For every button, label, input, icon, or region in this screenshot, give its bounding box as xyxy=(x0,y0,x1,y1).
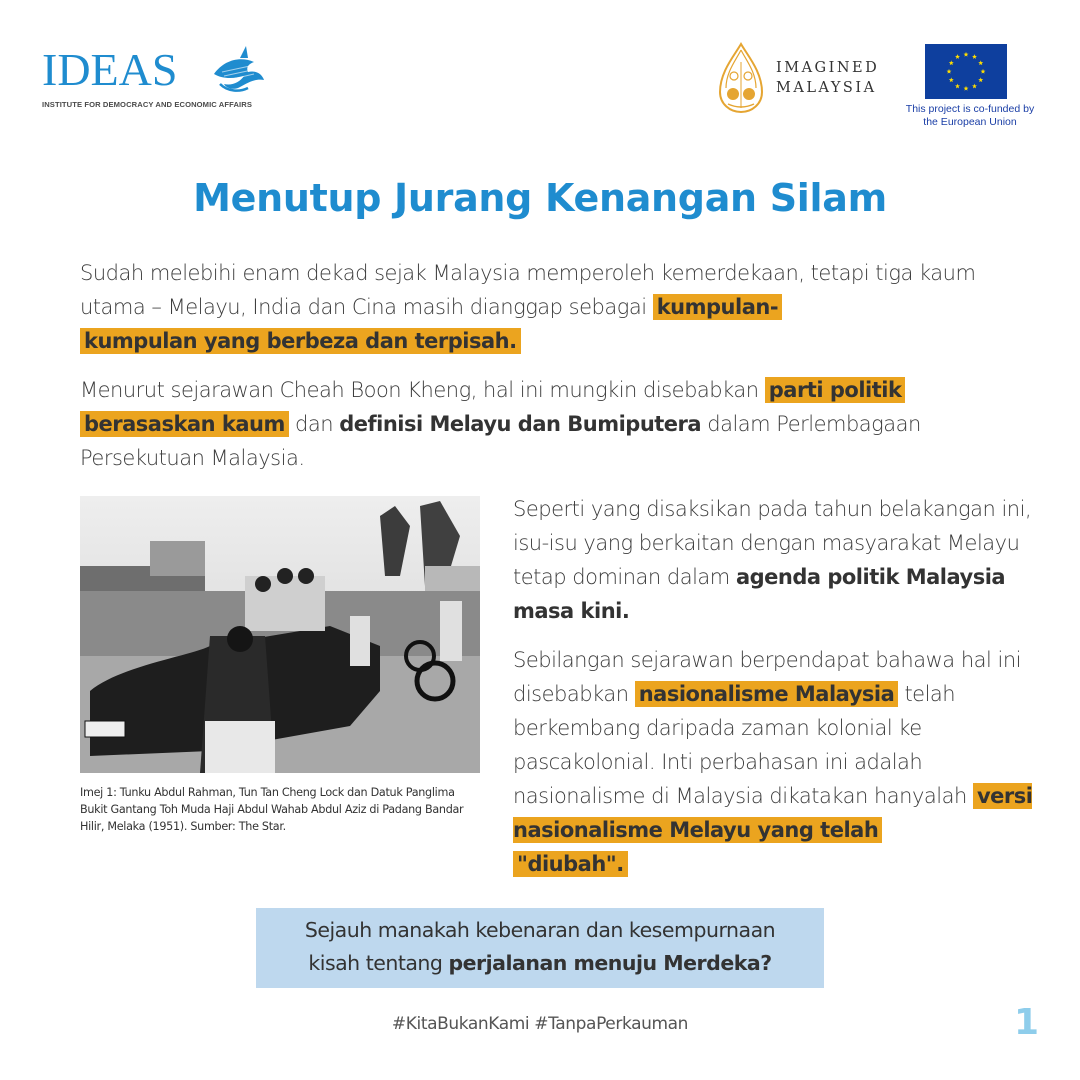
eu-star-icon xyxy=(972,54,977,59)
imagined-malaysia-line1: IMAGINED xyxy=(776,60,880,76)
eu-star-icon xyxy=(978,60,983,65)
paragraph-intro-text: Sudah melebihi enam dekad sejak Malaysia memperoleh kemerdekaan, tetapi tiga kaum utama – Melayu, India dan Cina masih dianggap sebagai xyxy=(80,261,976,319)
paragraph-agenda-text: Seperti yang disaksikan pada tahun belakangan ini, isu-isu yang berkaitan dengan masyarakat Melayu tetap dominan dalam xyxy=(513,497,1032,589)
eu-flag-icon xyxy=(925,44,1007,99)
ideas-wordmark: IDEAS xyxy=(42,44,178,95)
paragraph-cheah-text2: dan xyxy=(288,412,340,436)
ideas-logo xyxy=(42,42,272,112)
historical-photo xyxy=(80,496,480,773)
highlight-berasaskan-kaum: berasaskan kaum xyxy=(80,411,289,437)
question-callout xyxy=(256,908,824,988)
eu-star-icon xyxy=(964,52,969,57)
ideas-subtitle: INSTITUTE FOR DEMOCRACY AND ECONOMIC AFFAIRS xyxy=(42,100,252,109)
eu-star-icon xyxy=(955,54,960,59)
page-title: Menutup Jurang Kenangan Silam xyxy=(193,176,887,220)
question-text xyxy=(256,914,824,980)
highlight-nasionalisme-malaysia: nasionalisme Malaysia xyxy=(635,681,899,707)
hashtags: #KitaBukanKami #TanpaPerkauman xyxy=(391,1014,689,1034)
eu-star-icon xyxy=(964,86,969,91)
eu-star-icon xyxy=(949,60,954,65)
bold-agenda-politik: agenda politik Malaysia masa kini. xyxy=(513,565,1006,623)
eu-star-icon xyxy=(981,69,986,74)
highlight-kumpulan: kumpulan- xyxy=(653,294,782,320)
eu-star-icon xyxy=(947,69,952,74)
bird-icon xyxy=(210,44,266,96)
imagined-malaysia-wordmark xyxy=(776,58,879,98)
eu-funding-caption xyxy=(890,103,1050,128)
question-line1: Sejauh manakah kebenaran dan kesempurnaan xyxy=(304,918,776,942)
photo-caption: Imej 1: Tunku Abdul Rahman, Tun Tan Cheng Lock dan Datuk Panglima Bukit Gantang Toh Muda Haji Abdul Wahab Abdul Aziz di Padang Bandar Hilir, Melaka (1951). Sumber: The Star. xyxy=(80,786,464,833)
highlight-versi-nasionalisme: versi nasionalisme Melayu yang telah xyxy=(513,784,1033,842)
eu-caption-line1: This project is co-funded by xyxy=(905,103,1035,115)
wayang-emblem-icon xyxy=(718,42,764,114)
eu-star-icon xyxy=(972,84,977,89)
eu-star-icon xyxy=(949,77,954,82)
paragraph-intro xyxy=(80,256,1000,358)
eu-star-icon xyxy=(955,84,960,89)
question-line2-bold: perjalanan menuju Merdeka? xyxy=(448,951,772,975)
bold-definisi: definisi Melayu dan Bumiputera xyxy=(339,412,702,436)
highlight-diubah: "diubah". xyxy=(513,851,628,877)
paragraph-cheah-text3: dalam Perlembagaan Persekutuan Malaysia. xyxy=(80,412,921,470)
paragraph-nasionalisme-text1: Sebilangan sejarawan berpendapat bahawa hal ini disebabkan xyxy=(513,648,1021,706)
highlight-parti-politik: parti politik xyxy=(765,377,906,403)
paragraph-nasionalisme-text2: telah berkembang daripada zaman kolonial ke pascakolonial. Inti perbahasan ini adalah nasionalisme di Malaysia dikatakan hanyalah xyxy=(513,682,973,808)
paragraph-nasionalisme xyxy=(513,643,1033,881)
question-line2-text: kisah tentang xyxy=(308,951,449,975)
highlight-kumpulan-berbeza: kumpulan yang berbeza dan terpisah. xyxy=(80,328,521,354)
paragraph-cheah xyxy=(80,373,1020,475)
paragraph-agenda xyxy=(513,492,1033,628)
page-number: 1 xyxy=(1014,1002,1040,1043)
imagined-malaysia-line2: MALAYSIA xyxy=(776,80,877,96)
eu-caption-line2: the European Union xyxy=(923,115,1017,128)
question-line2 xyxy=(256,947,824,980)
imagined-malaysia-logo xyxy=(718,42,898,114)
eu-star-icon xyxy=(978,77,983,82)
paragraph-cheah-text1: Menurut sejarawan Cheah Boon Kheng, hal ini mungkin disebabkan xyxy=(80,378,765,402)
